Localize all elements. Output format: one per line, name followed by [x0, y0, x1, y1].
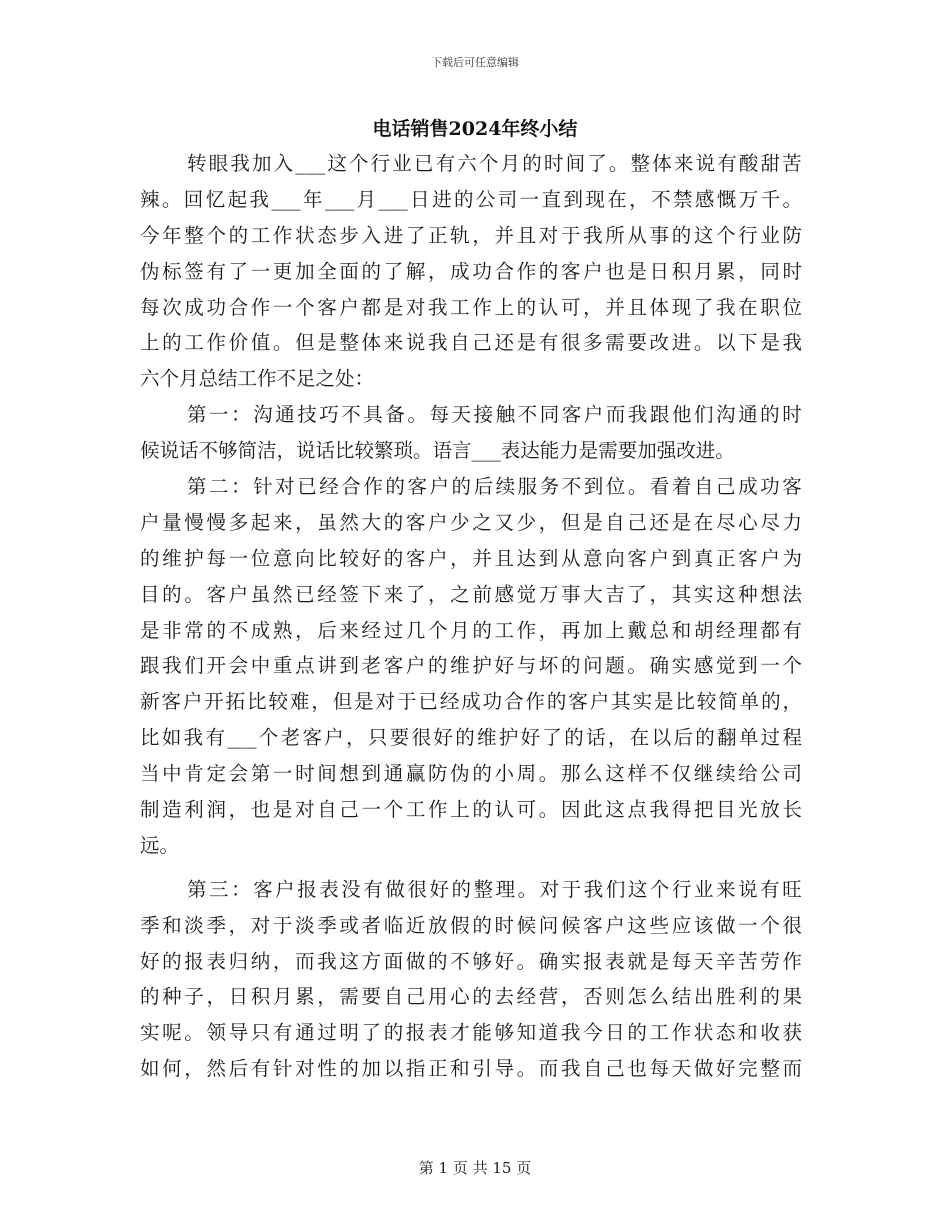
text-line: 今年整个的工作状态步入进了正轨，并且对于我所从事的这个行业防 [140, 223, 802, 247]
text-line: 当中肯定会第一时间想到通赢防伪的小周。那么这样不仅继续给公司 [140, 762, 802, 786]
document-body [140, 146, 802, 1087]
text-line: 六个月总结工作不足之处： [140, 367, 375, 391]
text-line: 是非常的不成熟，后来经过几个月的工作，再加上戴总和胡经理都有 [140, 618, 802, 642]
text-line: 辣。回忆起我___年___月___日进的公司一直到现在，不禁感慨万千。 [140, 187, 802, 211]
text-line: 目的。客户虽然已经签下来了，之前感觉万事大吉了，其实这种想法 [140, 582, 802, 606]
page-number: 第 1 页 共 15 页 [418, 1159, 532, 1177]
text-line: 跟我们开会中重点讲到老客户的维护好与坏的问题。确实感觉到一个 [140, 654, 802, 678]
text-line: 伪标签有了一更加全面的了解，成功合作的客户也是日积月累，同时 [140, 259, 802, 283]
text-line: 转眼我加入___这个行业已有六个月的时间了。整体来说有酸甜苦 [187, 152, 802, 175]
text-line: 每次成功合作一个客户都是对我工作上的认可，并且体现了我在职位 [140, 295, 802, 319]
text-line: 比如我有___个老客户，只要很好的维护好了的话，在以后的翻单过程 [140, 726, 802, 750]
text-line: 户量慢慢多起来，虽然大的客户少之又少，但是自己还是在尽心尽力 [140, 510, 802, 534]
text-line: 远。 [140, 833, 180, 857]
document-title: 电话销售2024年终小结 [372, 118, 578, 140]
text-line: 第一：沟通技巧不具备。每天接触不同客户而我跟他们沟通的时 [187, 403, 802, 427]
text-line: 的维护每一位意向比较好的客户，并且达到从意向客户到真正客户为 [140, 546, 802, 570]
text-line: 季和淡季，对于淡季或者临近放假的时候问候客户这些应该做一个很 [140, 913, 802, 937]
page-header-note: 下载后可任意编辑 [431, 56, 519, 69]
text-line: 第二：针对已经合作的客户的后续服务不到位。看着自己成功客 [187, 475, 802, 499]
text-line: 上的工作价值。但是整体来说我自己还是有很多需要改进。以下是我 [140, 331, 802, 355]
text-line: 好的报表归纳，而我这方面做的不够好。确实报表就是每天辛苦劳作 [140, 949, 802, 973]
text-line: 如何，然后有针对性的加以指正和引导。而我自己也每天做好完整而 [140, 1057, 802, 1081]
text-line: 的种子，日积月累，需要自己用心的去经营，否则怎么结出胜利的果 [140, 985, 802, 1009]
text-line: 候说话不够简洁，说话比较繁琐。语言___表达能力是需要加强改进。 [140, 439, 735, 463]
text-line: 制造利润，也是对自己一个工作上的认可。因此这点我得把目光放长 [140, 798, 802, 822]
text-line: 新客户开拓比较难，但是对于已经成功合作的客户其实是比较简单的， [140, 690, 802, 714]
text-line: 第三：客户报表没有做很好的整理。对于我们这个行业来说有旺 [187, 877, 802, 901]
text-line: 实呢。领导只有通过明了的报表才能够知道我今日的工作状态和收获 [140, 1021, 802, 1045]
